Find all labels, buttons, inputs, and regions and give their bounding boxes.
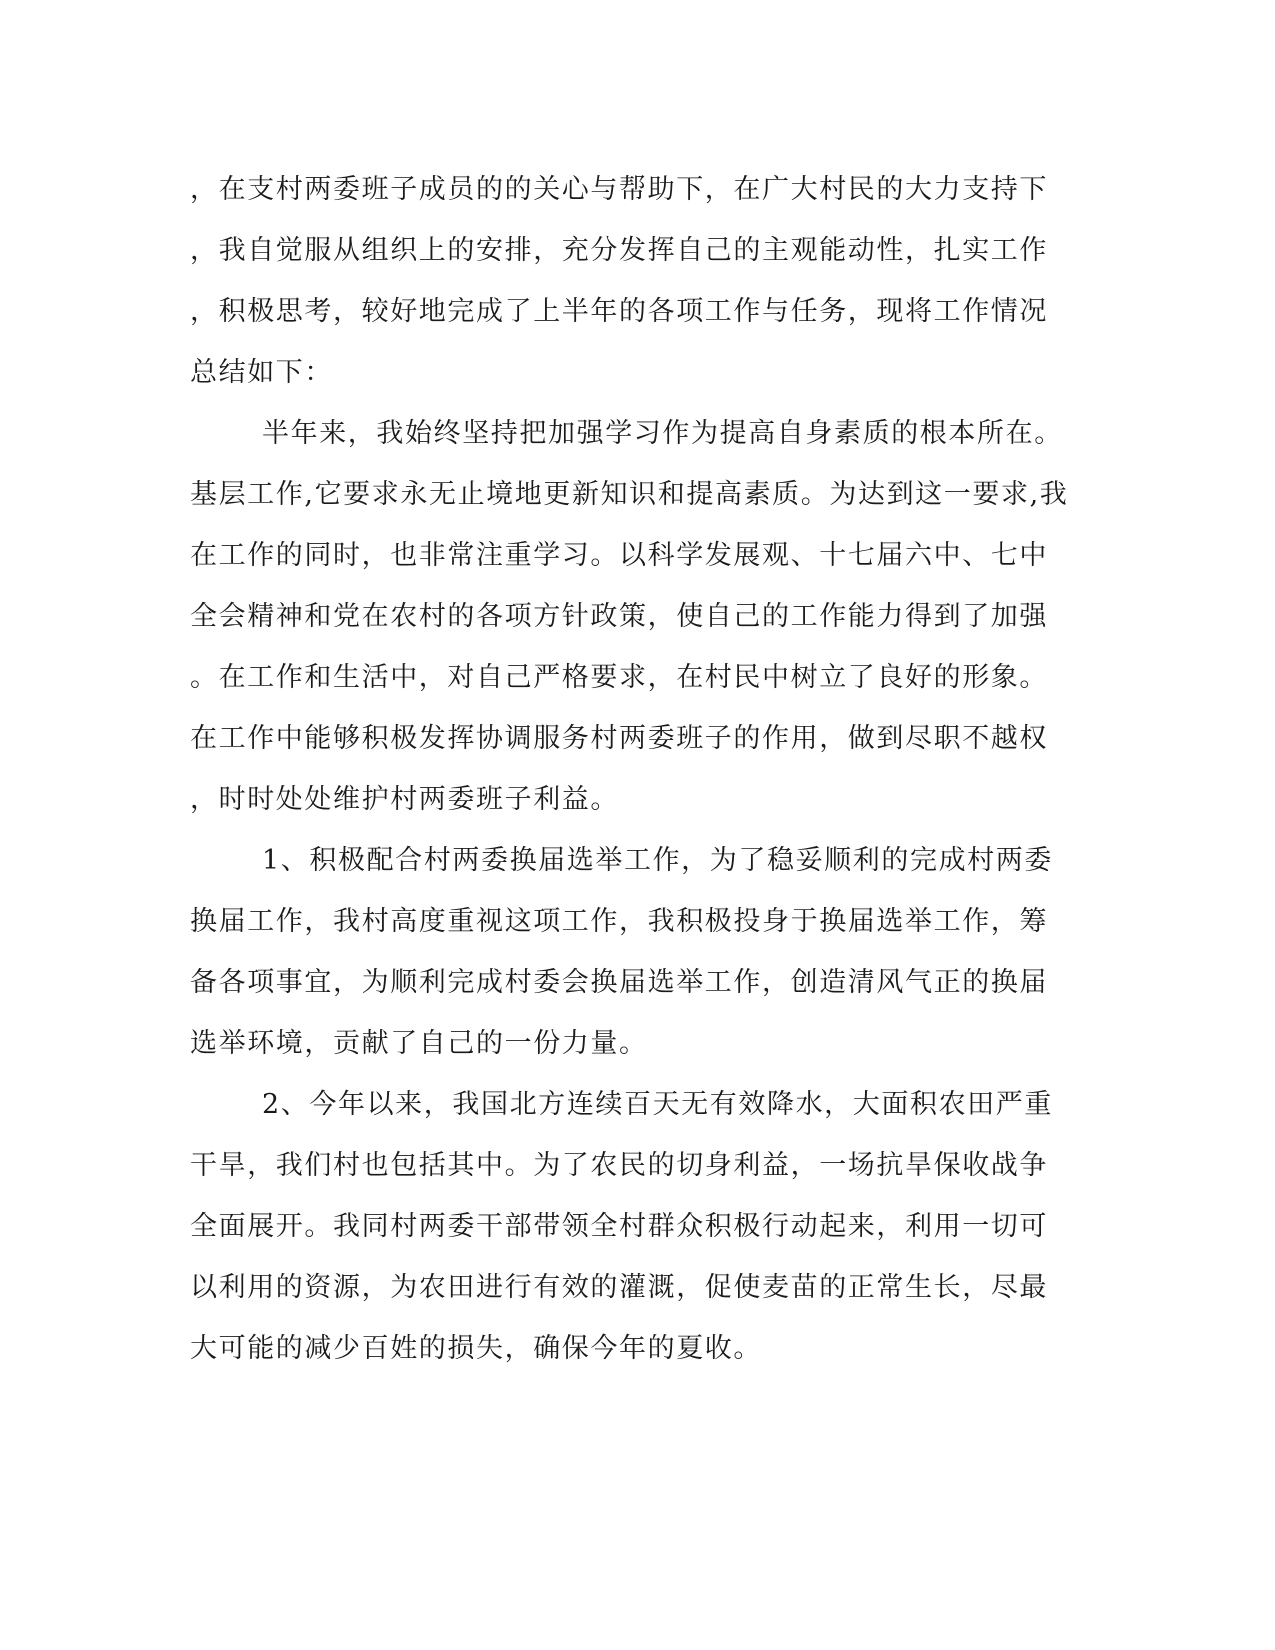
text-line: 在工作中能够积极发挥协调服务村两委班子的作用，做到尽职不越权	[190, 723, 1048, 754]
text-line: 备各项事宜，为顺利完成村委会换届选举工作，创造清风气正的换届	[190, 967, 1048, 998]
text-line: 干旱，我们村也包括其中。为了农民的切身利益，一场抗旱保收战争	[190, 1150, 1048, 1181]
text-line: 全面展开。我同村两委干部带领全村群众积极行动起来，利用一切可	[190, 1211, 1048, 1242]
text-line: ，在支村两委班子成员的的关心与帮助下，在广大村民的大力支持下	[190, 174, 1048, 205]
paragraph-start-line: 1、积极配合村两委换届选举工作，为了稳妥顺利的完成村两委	[262, 845, 1053, 876]
text-line: 基层工作,它要求永无止境地更新知识和提高素质。为达到这一要求,我	[190, 479, 1069, 510]
text-line: ，我自觉服从组织上的安排，充分发挥自己的主观能动性，扎实工作	[190, 235, 1048, 266]
document-body	[190, 170, 1090, 1390]
text-line: 在工作的同时，也非常注重学习。以科学发展观、十七届六中、七中	[190, 540, 1048, 571]
text-line: ，时时处处维护村两委班子利益。	[190, 784, 619, 815]
text-line: 以利用的资源，为农田进行有效的灌溉，促使麦苗的正常生长，尽最	[190, 1272, 1048, 1303]
paragraph-start-line: 2、今年以来，我国北方连续百天无有效降水，大面积农田严重	[262, 1089, 1053, 1120]
text-line: 。在工作和生活中，对自己严格要求，在村民中树立了良好的形象。	[190, 662, 1048, 693]
text-line: 大可能的减少百姓的损失，确保今年的夏收。	[190, 1333, 762, 1364]
text-line: 换届工作，我村高度重视这项工作，我积极投身于换届选举工作，筹	[190, 906, 1048, 937]
text-line: ，积极思考，较好地完成了上半年的各项工作与任务，现将工作情况	[190, 296, 1048, 327]
paragraph-start-line: 半年来，我始终坚持把加强学习作为提高自身素质的根本所在。	[262, 418, 1063, 449]
text-line: 总结如下：	[190, 357, 333, 388]
text-line: 全会精神和党在农村的各项方针政策，使自己的工作能力得到了加强	[190, 601, 1048, 632]
text-line: 选举环境，贡献了自己的一份力量。	[190, 1028, 648, 1059]
